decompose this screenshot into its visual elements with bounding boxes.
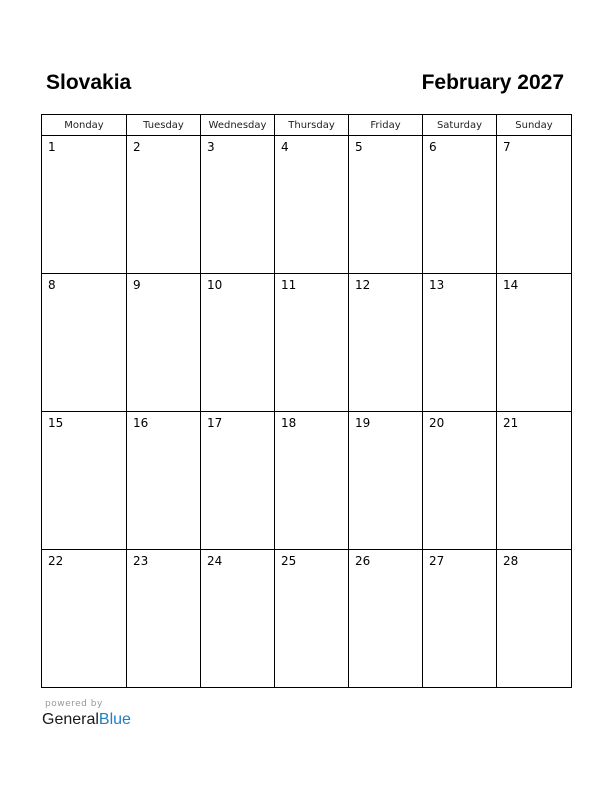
week-row [42, 550, 572, 688]
weekday-friday: Friday [349, 115, 423, 136]
month-year-title: February 2027 [421, 71, 564, 94]
day-cell [42, 412, 127, 550]
day-number: 11 [281, 278, 297, 292]
day-number: 3 [207, 140, 215, 154]
day-number: 23 [133, 554, 149, 568]
day-number: 9 [133, 278, 141, 292]
brand-name-part2: Blue [98, 711, 131, 728]
weekday-saturday: Saturday [423, 115, 497, 136]
day-cell [497, 274, 572, 412]
day-cell [275, 550, 349, 688]
day-cell [127, 412, 201, 550]
day-cell [497, 412, 572, 550]
day-number: 10 [207, 278, 223, 292]
day-number: 1 [48, 140, 56, 154]
day-cell [201, 550, 275, 688]
weekday-thursday: Thursday [275, 115, 349, 136]
day-number: 4 [281, 140, 289, 154]
day-number: 24 [207, 554, 223, 568]
day-cell [42, 136, 127, 274]
day-number: 26 [355, 554, 371, 568]
weekday-header-row [42, 115, 572, 136]
day-cell [201, 136, 275, 274]
week-row [42, 412, 572, 550]
day-cell [349, 550, 423, 688]
day-number: 6 [429, 140, 437, 154]
day-number: 2 [133, 140, 141, 154]
weekday-wednesday: Wednesday [201, 115, 275, 136]
calendar-grid [41, 114, 572, 688]
day-cell [423, 274, 497, 412]
day-number: 14 [503, 278, 519, 292]
day-cell [349, 274, 423, 412]
powered-by-label: powered by [45, 699, 103, 709]
day-cell [127, 550, 201, 688]
day-number: 18 [281, 416, 297, 430]
day-number: 17 [207, 416, 223, 430]
day-cell [497, 136, 572, 274]
day-number: 15 [48, 416, 64, 430]
weekday-monday: Monday [42, 115, 127, 136]
day-cell [201, 274, 275, 412]
day-cell [349, 136, 423, 274]
day-number: 12 [355, 278, 371, 292]
day-number: 20 [429, 416, 445, 430]
day-number: 28 [503, 554, 519, 568]
country-title: Slovakia [46, 71, 132, 94]
day-cell [423, 550, 497, 688]
generalblue-logo[interactable] [42, 710, 131, 730]
day-cell [497, 550, 572, 688]
weekday-sunday: Sunday [497, 115, 572, 136]
day-number: 16 [133, 416, 149, 430]
day-number: 13 [429, 278, 445, 292]
day-cell [42, 274, 127, 412]
day-cell [275, 136, 349, 274]
day-cell [42, 550, 127, 688]
day-cell [275, 412, 349, 550]
week-row [42, 274, 572, 412]
day-number: 8 [48, 278, 56, 292]
weekday-tuesday: Tuesday [127, 115, 201, 136]
day-number: 5 [355, 140, 363, 154]
day-cell [201, 412, 275, 550]
day-cell [127, 136, 201, 274]
day-number: 27 [429, 554, 445, 568]
day-number: 21 [503, 416, 519, 430]
day-number: 22 [48, 554, 64, 568]
day-cell [349, 412, 423, 550]
day-cell [127, 274, 201, 412]
day-number: 19 [355, 416, 371, 430]
day-cell [423, 136, 497, 274]
week-row [42, 136, 572, 274]
brand-name-part1: General [42, 711, 99, 728]
day-cell [423, 412, 497, 550]
day-cell [275, 274, 349, 412]
day-number: 25 [281, 554, 297, 568]
day-number: 7 [503, 140, 511, 154]
